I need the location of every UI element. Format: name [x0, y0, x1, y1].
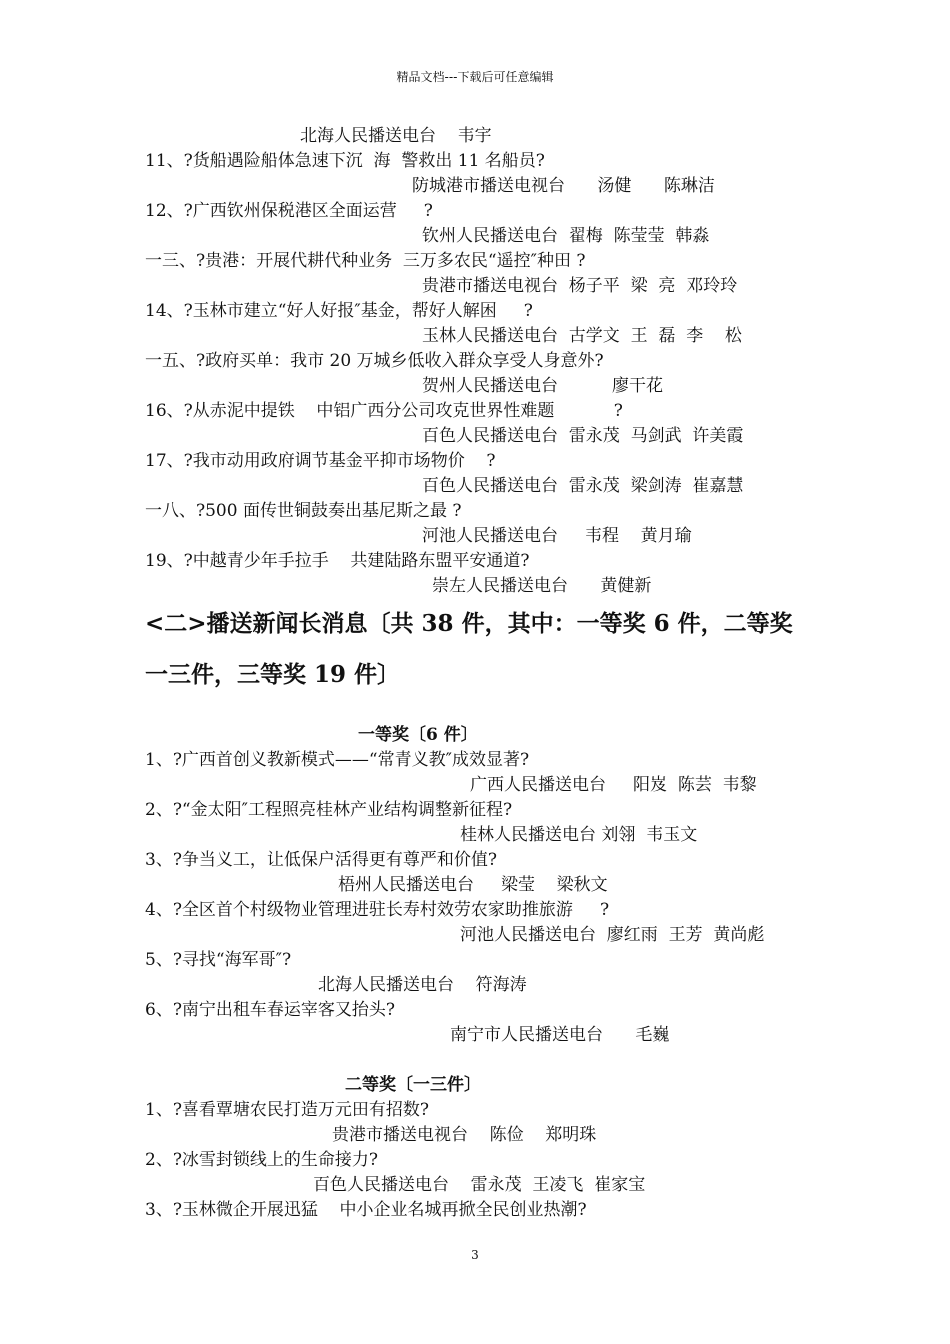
section-title: <二>播送新闻长消息〔共 38 件，其中：一等奖 6 件，二等奖: [145, 610, 793, 637]
news-item-title: 11、?货船遇险船体急速下沉 海 警救出 11 名船员?: [145, 151, 545, 171]
news-item-title: 5、?寻找“海军哥″?: [145, 950, 292, 970]
author-line: 梧州人民播送电台 梁莹 梁秋文: [338, 875, 608, 895]
page-number: 3: [471, 1248, 479, 1262]
news-item-title: 19、?中越青少年手拉手 共建陆路东盟平安通道?: [145, 551, 530, 571]
news-item-title: 一三、?贵港：开展代耕代种业务 三万多农民“遥控″种田 ?: [145, 251, 586, 271]
author-line: 钦州人民播送电台 翟梅 陈莹莹 韩淼: [422, 226, 710, 246]
author-line: 河池人民播送电台 韦程 黄月瑜: [422, 526, 692, 546]
author-line: 防城港市播送电视台 汤健 陈琳洁: [412, 176, 715, 196]
news-item-title: 4、?全区首个村级物业管理进驻长寿村效劳农家助推旅游 ?: [145, 900, 610, 920]
news-item-title: 2、?冰雪封锁线上的生命接力?: [145, 1150, 379, 1170]
author-line: 贵港市播送电视台 杨子平 梁 亮 邓玲玲: [422, 276, 738, 296]
news-item-title: 12、?广西钦州保税港区全面运营 ?: [145, 201, 433, 221]
second-prize-heading: 二等奖〔一三件〕: [345, 1075, 481, 1095]
first-prize-heading: 一等奖〔6 件〕: [358, 725, 478, 745]
news-item-title: 6、?南宁出租车春运宰客又抬头?: [145, 1000, 396, 1020]
news-item-title: 14、?玉林市建立“好人好报″基金，帮好人解困 ?: [145, 301, 533, 321]
author-line: 百色人民播送电台 雷永茂 马剑武 许美霞: [422, 426, 744, 446]
author-line: 北海人民播送电台 符海涛: [318, 975, 527, 995]
author-line: 崇左人民播送电台 黄健新: [432, 576, 652, 596]
author-line: 桂林人民播送电台 刘翎 韦玉文: [460, 825, 698, 845]
news-item-title: 17、?我市动用政府调节基金平抑市场物价 ?: [145, 451, 496, 471]
page-header: 精品文档---下载后可任意编辑: [396, 70, 554, 84]
news-item-title: 2、?“金太阳″工程照亮桂林产业结构调整新征程?: [145, 800, 513, 820]
author-line: 广西人民播送电台 阳岌 陈芸 韦黎: [470, 775, 757, 795]
news-item-title: 一五、?政府买单：我市 20 万城乡低收入群众享受人身意外?: [145, 351, 604, 371]
author-line: 百色人民播送电台 雷永茂 王凌飞 崔家宝: [313, 1175, 646, 1195]
author-line: 北海人民播送电台 韦宇: [300, 126, 492, 146]
news-item-title: 1、?喜看覃塘农民打造万元田有招数?: [145, 1100, 430, 1120]
author-line: 百色人民播送电台 雷永茂 梁剑涛 崔嘉慧: [422, 476, 744, 496]
section-title-continued: 一三件，三等奖 19 件〕: [145, 661, 401, 688]
author-line: 河池人民播送电台 廖红雨 王芳 黄尚彪: [460, 925, 765, 945]
news-item-title: 1、?广西首创义教新模式——“常青义教″成效显著?: [145, 750, 530, 770]
news-item-title: 一八、?500 面传世铜鼓奏出基尼斯之最 ?: [145, 501, 462, 521]
news-item-title: 3、?争当义工，让低保户活得更有尊严和价值?: [145, 850, 498, 870]
author-line: 贵港市播送电视台 陈俭 郑明珠: [332, 1125, 597, 1145]
news-item-title: 16、?从赤泥中提铁 中铝广西分公司攻克世界性难题 ?: [145, 401, 623, 421]
author-line: 贺州人民播送电台 廖干花: [422, 376, 664, 396]
author-line: 南宁市人民播送电台 毛巍: [450, 1025, 670, 1045]
author-line: 玉林人民播送电台 古学文 王 磊 李 松: [422, 326, 742, 346]
news-item-title: 3、?玉林微企开展迅猛 中小企业名城再掀全民创业热潮?: [145, 1200, 587, 1220]
